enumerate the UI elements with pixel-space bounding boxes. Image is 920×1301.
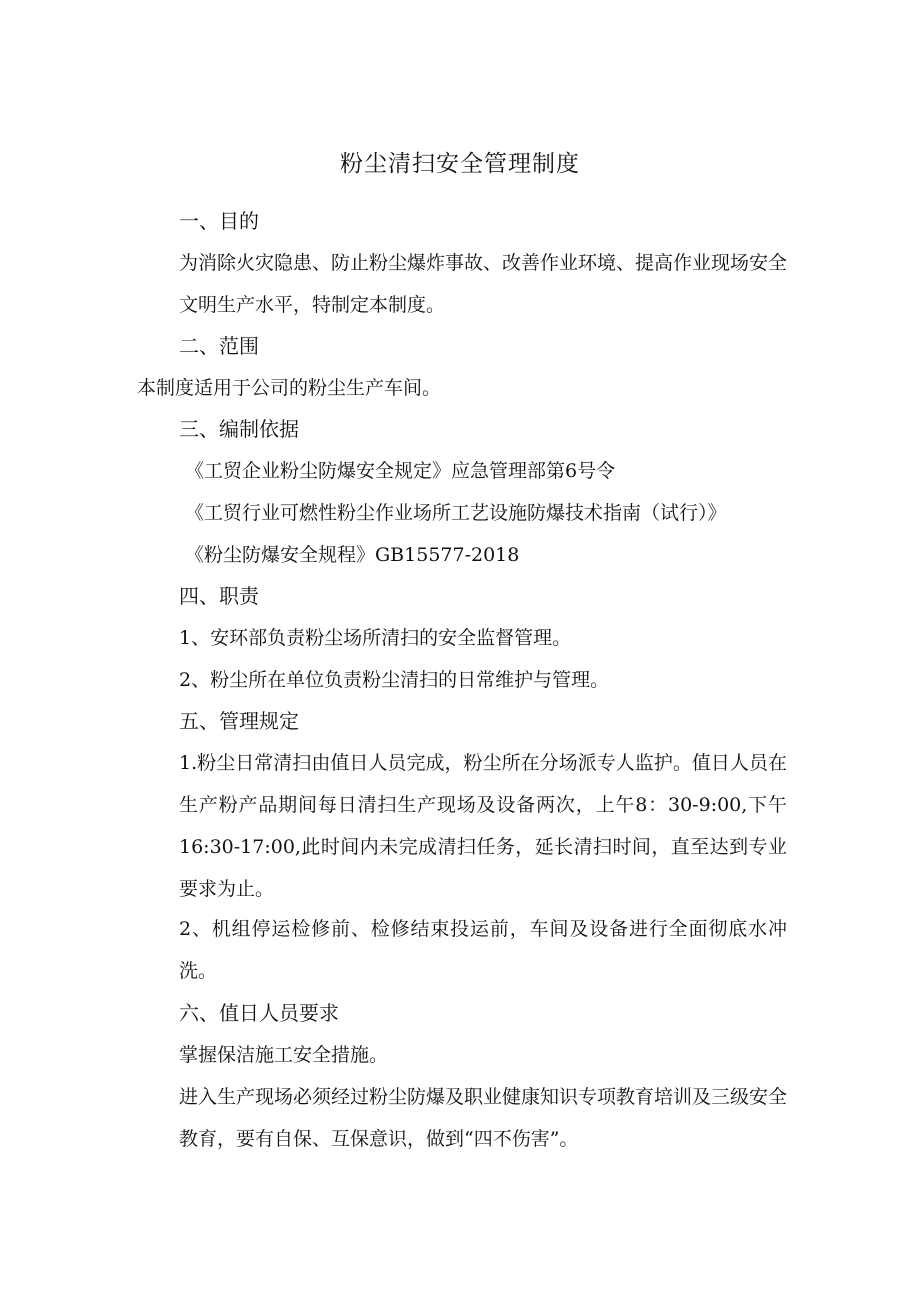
paragraph-scope: 本制度适用于公司的粉尘生产车间。	[137, 377, 442, 399]
document-title: 粉尘清扫安全管理制度	[340, 151, 580, 177]
section-heading-duties: 四、职责	[179, 584, 259, 608]
section-heading-basis: 三、编制依据	[179, 417, 299, 441]
duty-person-item-1: 掌握保洁施工安全措施。	[179, 1044, 389, 1066]
management-rule-2: 2、机组停运检修前、检修结束投运前，车间及设备进行全面彻底水冲洗。	[179, 918, 787, 982]
section-heading-duty-person: 六、值日人员要求	[179, 1001, 339, 1025]
section-heading-scope: 二、范围	[179, 334, 259, 358]
duty-item-2: 2、粉尘所在单位负责粉尘清扫的日常维护与管理。	[179, 669, 610, 691]
basis-item-1: 《工贸企业粉尘防爆安全规定》应急管理部第6号令	[185, 460, 616, 482]
management-rule-1: 1.粉尘日常清扫由值日人员完成，粉尘所在分场派专人监护。值日人员在生产粉产品期间每日清扫生产现场及设备两次，上午8：30-9:00,下午16:30-17:00,此时间内未完成清扫任务，延长清扫时间，直至达到专业要求为止。	[179, 752, 787, 900]
section-heading-management: 五、管理规定	[179, 709, 299, 733]
basis-item-3: 《粉尘防爆安全规程》GB15577-2018	[185, 544, 520, 566]
section-heading-purpose: 一、目的	[179, 209, 259, 233]
duty-item-1: 1、安环部负责粉尘场所清扫的安全监督管理。	[179, 627, 572, 649]
duty-person-item-2: 进入生产现场必须经过粉尘防爆及职业健康知识专项教育培训及三级安全教育，要有自保、互保意识，做到“四不伤害”。	[179, 1086, 788, 1150]
paragraph-purpose: 为消除火灾隐患、防止粉尘爆炸事故、改善作业环境、提高作业现场安全文明生产水平，特制定本制度。	[179, 252, 788, 316]
basis-item-2: 《工贸行业可燃性粉尘作业场所工艺设施防爆技术指南（试行）》	[185, 502, 727, 524]
